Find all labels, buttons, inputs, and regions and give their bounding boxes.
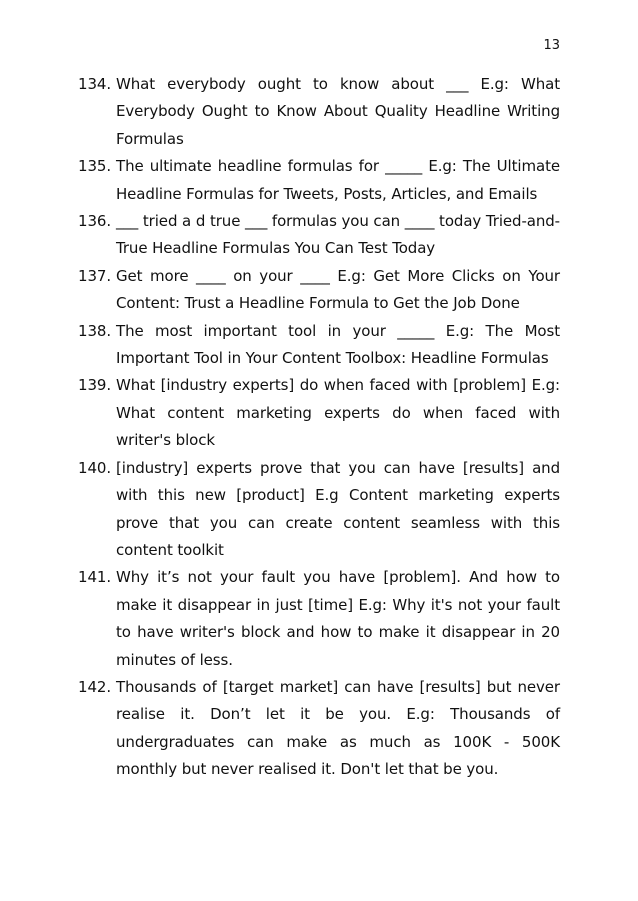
list-item (78, 372, 560, 454)
list-item (78, 318, 560, 373)
item-text: What [industry experts] do when faced with [problem] E.g: What content marketing experts do when faced with writer's block (116, 376, 560, 450)
item-number: 136. (78, 212, 111, 231)
item-text: The ultimate headline formulas for _____ E.g: The Ultimate Headline Formulas for Tweets, Posts, Articles, and Emails (116, 157, 560, 203)
list-item (78, 153, 560, 208)
item-number: 141. (78, 568, 111, 587)
list-item (78, 263, 560, 318)
list-item (78, 455, 560, 565)
headline-formula-list (78, 71, 560, 784)
item-text: What everybody ought to know about ___ E.g: What Everybody Ought to Know About Quality Headline Writing Formulas (116, 75, 560, 148)
item-text: Get more ____ on your ____ E.g: Get More Clicks on Your Content: Trust a Headline Formula to Get the Job Done (116, 266, 560, 313)
item-number: 142. (78, 677, 111, 696)
item-number: 137. (78, 266, 111, 285)
item-number: 138. (78, 321, 111, 340)
item-number: 139. (78, 376, 111, 395)
item-text: The most important tool in your _____ E.g: The Most Important Tool in Your Content Toolbox: Headline Formulas (116, 321, 560, 368)
item-number: 140. (78, 458, 111, 477)
item-text: ___ tried a d true ___ formulas you can ____ today Tried-and-True Headline Formulas You Can Test Today (116, 212, 560, 258)
page-number: 13 (543, 38, 560, 53)
item-text: Why it’s not your fault you have [problem]. And how to make it disappear in just [time] E.g: Why it's not your fault to have writer's block and how to make it disappear in 20 minutes of less. (116, 568, 560, 669)
list-item (78, 71, 560, 153)
item-text: Thousands of [target market] can have [results] but never realise it. Don’t let it be you. E.g: Thousands of undergraduates can make as much as 100K - 500K monthly but never realised it. Don't let that be you. (116, 677, 560, 779)
item-number: 135. (78, 157, 111, 176)
item-text: [industry] experts prove that you can have [results] and with this new [product] E.g Content marketing experts prove that you can create content seamless with this content toolkit (116, 458, 560, 559)
list-item (78, 208, 560, 263)
list-item (78, 564, 560, 674)
list-item (78, 674, 560, 784)
item-number: 134. (78, 75, 111, 93)
